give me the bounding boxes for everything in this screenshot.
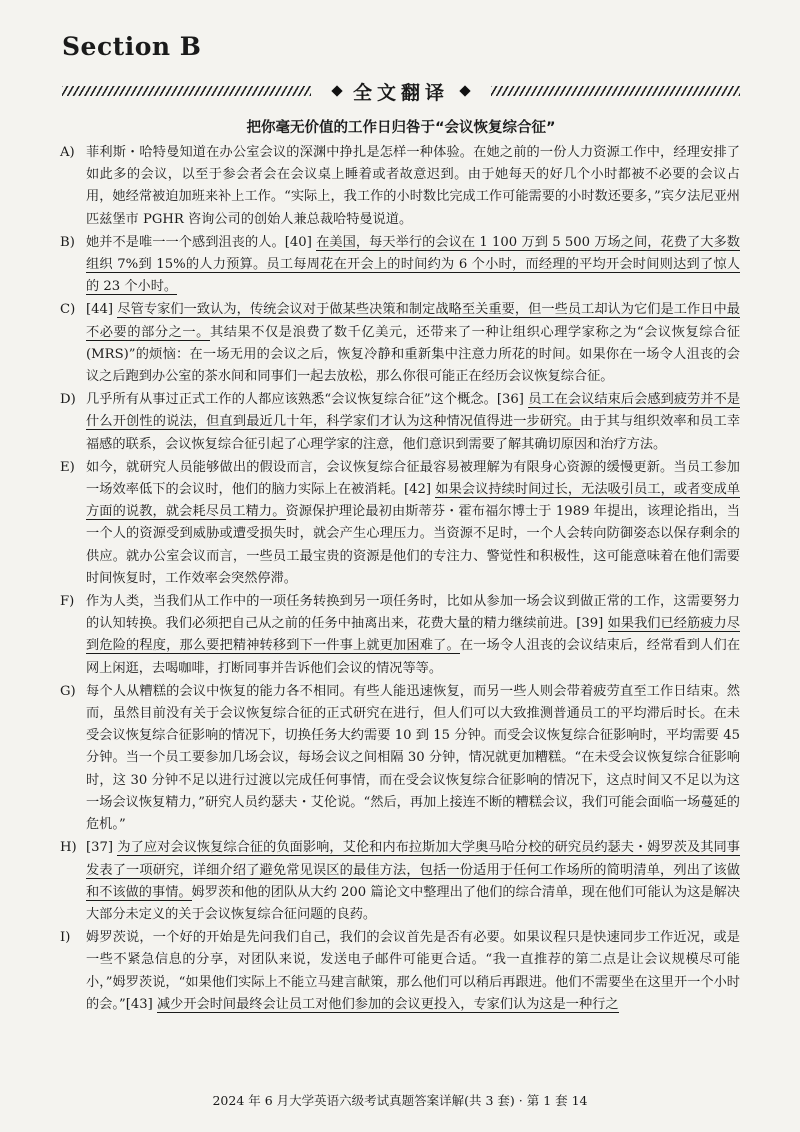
paragraph-text <box>86 232 740 299</box>
paragraph-segment: 其结果不仅是浪费了数千亿美元，还带来了一种让组织心理学家称之为“会议恢复综合征(MRS)”的烦恼：在一场无用的会议之后，恢复冷静和重新集中注意力所花的时间。如果你在一场令人沮丧的会议之后跑到办公室的茶水间和同事们一起去放松，那么你很可能正在经历会议恢复综合征。 <box>86 324 741 385</box>
paragraph-segment: 几乎所有从事过正式工作的人都应该熟悉“会议恢复综合征”这个概念。[36] <box>86 392 529 408</box>
paragraph <box>60 389 740 456</box>
paragraph <box>60 837 740 926</box>
paragraph <box>60 591 740 680</box>
hatch-left-decoration <box>62 86 311 96</box>
paragraph <box>60 681 740 836</box>
paragraph <box>60 927 740 1016</box>
paragraph-label: F) <box>60 594 75 610</box>
paragraph-text <box>86 927 740 1016</box>
diamond-icon <box>331 85 342 96</box>
paragraph-segment: 作为人类，当我们从工作中的一项任务转换到另一项任务时，比如从参加一场会议到做正常的工作，这需要努力的认知转换。我们必须把自己从之前的任务中抽离出来，花费大量的精力继续前进。[39] <box>86 594 740 632</box>
paragraph-segment: 资源保护理论最初由斯蒂芬・霍布福尔博士于 1989 年提出，该理论指出，当一个人的资源受到威胁或遭受损失时，就会产生心理压力。当资源不足时，一个人会转向防御姿态以保存剩余的供应。就办公室会议而言，一些员工最宝贵的资源是他们的专注力、警觉性和积极性，这可能意味着在他们需要时间恢复时，工作效率会突然停滞。 <box>86 504 740 586</box>
page-footer: 2024 年 6 月大学英语六级考试真题答案详解(共 3 套) · 第 1 套 14 <box>212 1093 588 1108</box>
underlined-answer-text: 如果我们已经筋疲力尽到危险的程度，那么要把精神转移到下一件事上就更加困难了。 <box>86 616 740 654</box>
paragraph-segment: [37] <box>86 840 118 856</box>
paragraph-segment: 在一场令人沮丧的会议结束后，经常看到人们在网上闲逛，去喝咖啡，打断同事并告诉他们会议的情况等等。 <box>86 638 741 676</box>
paragraph <box>60 299 740 388</box>
paragraph-segment: [44] <box>86 302 118 318</box>
underlined-answer-text: 员工在会议结束后会感到疲劳并不是什么开创性的说法，但直到最近几十年，科学家们才认为这种情况值得进一步研究。 <box>86 392 741 430</box>
paragraph <box>60 232 740 299</box>
paragraph-segment: 菲利斯・哈特曼知道在办公室会议的深渊中挣扎是怎样一种体验。在她之前的一份人力资源工作中，经理安排了如此多的会议，以至于参会者会在会议桌上睡着或者故意迟到。由于她每天的好几个小时都被不必要的会议占用，她经常被迫加班来补上工作。“实际上，我工作的小时数比完成工作可能需要的小时数还要多，”宾夕法尼亚州匹兹堡市 PGHR 咨询公司的创始人兼总裁哈特曼说道。 <box>86 145 740 227</box>
paragraph-label: A) <box>60 145 75 160</box>
paragraph <box>60 457 740 590</box>
hatch-right-decoration <box>491 86 740 96</box>
article-body <box>60 142 740 1016</box>
paragraph-text <box>86 681 740 836</box>
banner-center <box>311 78 491 105</box>
underlined-answer-text: 减少开会时间最终会让员工对他们参加的会议更投入，专家们认为这是一种行之 <box>156 996 619 1012</box>
banner-title: 全文翻译 <box>353 81 450 104</box>
underlined-answer-text: 为了应对会议恢复综合征的负面影响，艾伦和内布拉斯加大学奥马哈分校的研究员约瑟夫・姆罗茨及其同事发表了一项研究，详细介绍了避免常见误区的最佳方法，包括一份适用于任何工作场所的简明清单，列出了该做和不该做的事情。 <box>86 840 740 900</box>
paragraph-label: I) <box>60 930 71 946</box>
paragraph-segment: 姆罗茨说，一个好的开始是先问我们自己，我们的会议首先是否有必要。如果议程只是快速同步工作近况，或是一些不紧急信息的分享，对团队来说，发送电子邮件可能更合适。“我一直推荐的第二点是让会议规模尽可能小，”姆罗茨说，“如果他们实际上不能立马建言献策，那么他们可以稍后再跟进。他们不需要坐在这里开一个小时的会。”[43] <box>86 930 740 1012</box>
paragraph-label: B) <box>60 234 75 250</box>
article-title: 把你毫无价值的工作日归咎于“会议恢复综合征” <box>246 120 556 136</box>
paragraph-text <box>86 389 740 456</box>
underlined-answer-text: 尽管专家们一致认为，传统会议对于做某些决策和制定战略至关重要，但一些员工却认为它们是工作日中最不必要的部分之一。 <box>86 302 740 340</box>
section-heading: Section B <box>62 32 202 61</box>
paragraph-label: C) <box>60 302 76 318</box>
paragraph-segment: 她并不是唯一一个感到沮丧的人。[40] <box>86 234 317 250</box>
paragraph-label: E) <box>60 459 75 475</box>
paragraph-label: H) <box>60 840 77 856</box>
paragraph-text <box>86 591 740 680</box>
paragraph-text <box>86 299 740 388</box>
paragraph-segment: 每个人从糟糕的会议中恢复的能力各不相同。有些人能迅速恢复，而另一些人则会带着疲劳直至工作日结束。然而，虽然目前没有关于会议恢复综合征的正式研究在进行，但人们可以大致推测普通员工的平均滞后时长。在未受会议恢复综合征影响的情况下，切换任务大约需要 10 到 15 分钟。而受会议恢复综合征影响时，平均需要 45 分钟。当一个员工要参加几场会议，每场会议之间相隔 30 分钟，情况就更加糟糕。“在未受会议恢复综合征影响时，这 30 分钟不足以进行过渡以完成任何事情，而在受会议恢复综合征影响的情况下，这点时间又不足以为这一场会议恢复精力，”研究人员约瑟夫・艾伦说。“然后，再加上接连不断的糟糕会议，我们可能会面临一场蔓延的危机。” <box>86 683 740 833</box>
paragraph-label: D) <box>60 392 76 408</box>
paragraph-text <box>86 142 740 231</box>
underlined-answer-text: 如果会议持续时间过长，无法吸引员工，或者变成单方面的说教，就会耗尽员工精力。 <box>86 482 741 520</box>
paragraph-segment: 如今，就研究人员能够做出的假设而言，会议恢复综合征最容易被理解为有限身心资源的缓慢更新。当员工参加一场效率低下的会议时，他们的脑力实际上在被消耗。[42] <box>86 459 740 498</box>
underlined-answer-text: 在美国，每天举行的会议在 1 100 万到 5 500 万场之间，花费了大多数组织 7%到 15%的人力预算。员工每周花在开会上的时间约为 6 个小时，而经理的平均开会时间则达到了惊人的 23 个小时。 <box>86 234 740 295</box>
paragraph-label: G) <box>60 683 76 699</box>
paragraph-text <box>86 837 740 926</box>
paragraph <box>60 142 740 231</box>
paragraph-segment: 由于其与组织效率和员工幸福感的联系，会议恢复综合征引起了心理学家的注意，他们意识到需要了解其确切原因和治疗方法。 <box>86 414 741 452</box>
diamond-icon <box>459 85 470 96</box>
paragraph-text <box>86 457 740 590</box>
paragraph-segment: 姆罗茨和他的团队从大约 200 篇论文中整理出了他们的综合清单，现在他们可能认为这是解决大部分未定义的关于会议恢复综合征问题的良药。 <box>86 884 740 922</box>
section-banner <box>62 76 740 106</box>
